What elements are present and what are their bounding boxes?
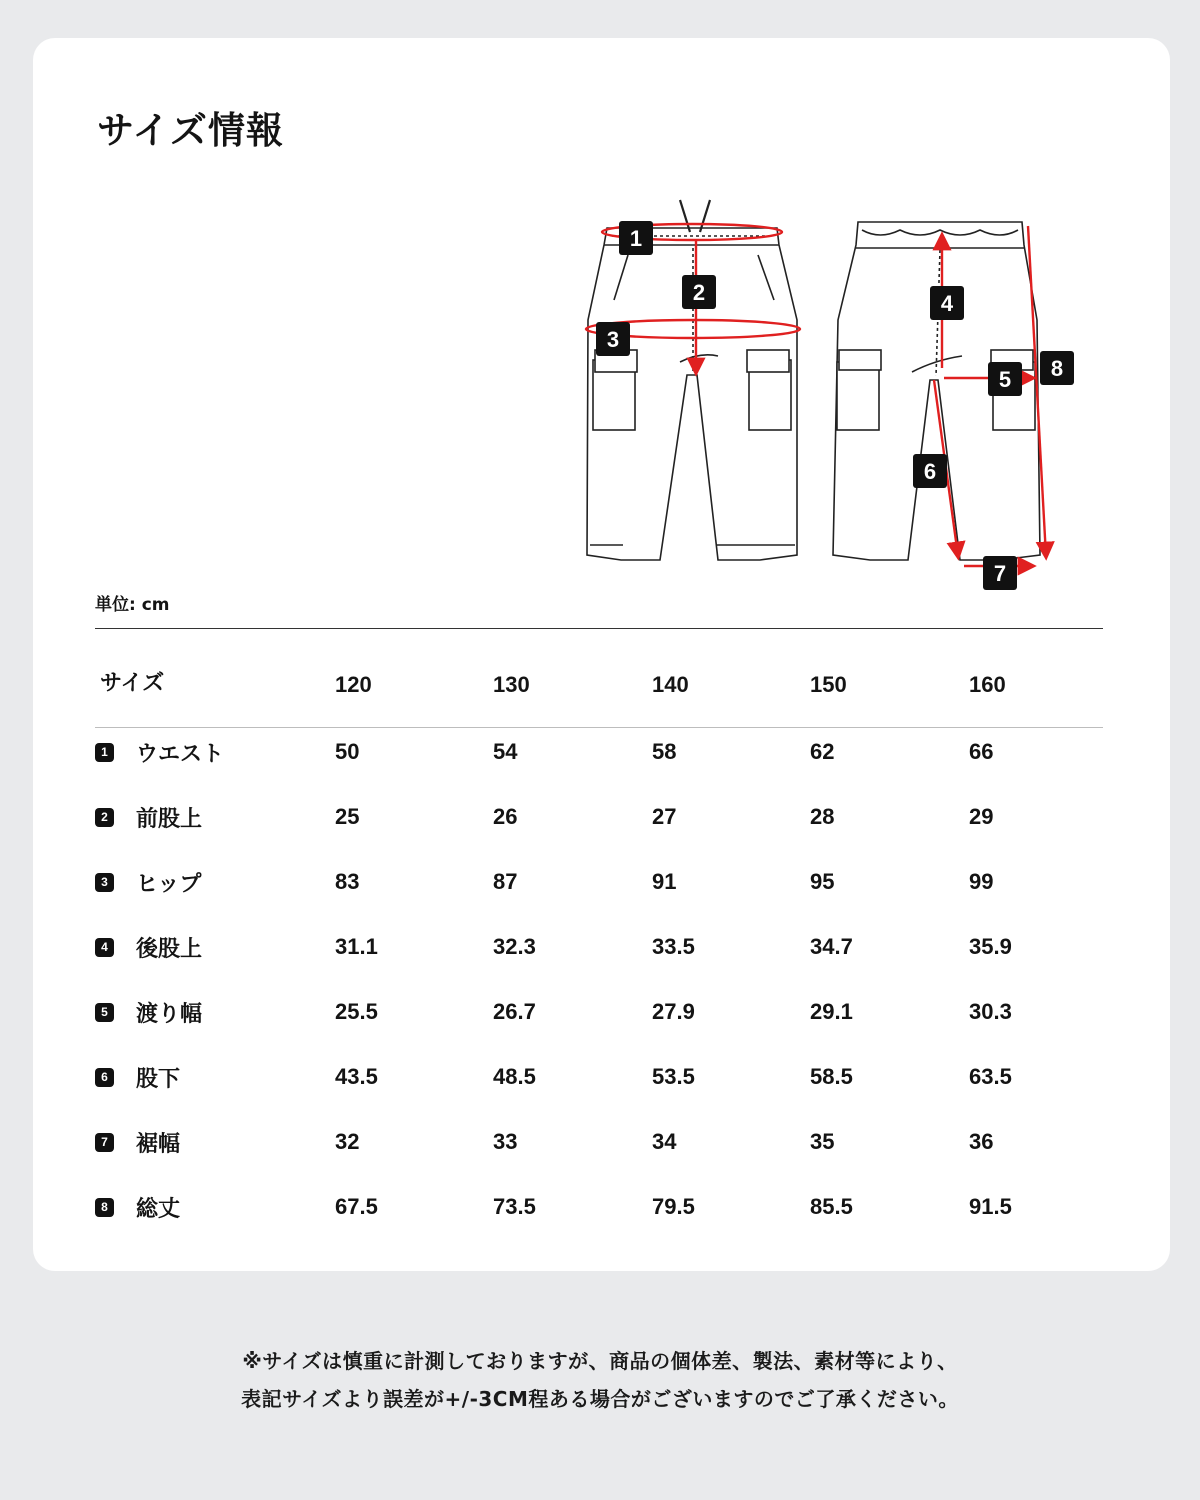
footer-note-line2: 表記サイズより誤差が+/-3CM程ある場合がございますのでご了承ください。 bbox=[241, 1387, 959, 1411]
table-cell: 91 bbox=[652, 869, 677, 894]
table-cell: 53.5 bbox=[652, 1064, 695, 1089]
size-header-150: 150 bbox=[810, 672, 847, 697]
table-cell: 27.9 bbox=[652, 999, 695, 1024]
marker-4 bbox=[930, 286, 964, 320]
table-row bbox=[95, 993, 1103, 1058]
table-cell: 58 bbox=[652, 739, 677, 764]
table-cell: 34.7 bbox=[810, 934, 853, 959]
row-label: 股下 bbox=[136, 1067, 181, 1092]
table-cell: 79.5 bbox=[652, 1194, 695, 1219]
table-cell: 50 bbox=[335, 739, 360, 764]
row-number-badge: 7 bbox=[95, 1133, 114, 1152]
table-row bbox=[95, 798, 1103, 863]
table-cell: 26.7 bbox=[493, 999, 536, 1024]
table-cell: 31.1 bbox=[335, 934, 378, 959]
marker-6 bbox=[913, 454, 947, 488]
row-label: 渡り幅 bbox=[136, 1002, 203, 1027]
table-cell: 43.5 bbox=[335, 1064, 378, 1089]
table-row bbox=[95, 1058, 1103, 1123]
table-cell: 66 bbox=[969, 739, 994, 764]
table-cell: 99 bbox=[969, 869, 994, 894]
footer-note-line1: ※サイズは慎重に計測しておりますが、商品の個体差、製法、素材等により、 bbox=[242, 1349, 958, 1373]
table-cell: 95 bbox=[810, 869, 835, 894]
size-header-140: 140 bbox=[652, 672, 689, 697]
table-cell: 32 bbox=[335, 1129, 360, 1154]
table-row bbox=[95, 1123, 1103, 1188]
table-cell: 30.3 bbox=[969, 999, 1012, 1024]
row-number-badge: 1 bbox=[95, 743, 114, 762]
marker-8 bbox=[1040, 351, 1074, 385]
row-label: 後股上 bbox=[136, 937, 203, 962]
table-cell: 85.5 bbox=[810, 1194, 853, 1219]
table-row bbox=[95, 1188, 1103, 1253]
table-cell: 48.5 bbox=[493, 1064, 536, 1089]
marker-1 bbox=[619, 221, 653, 255]
marker-7 bbox=[983, 556, 1017, 590]
table-cell: 63.5 bbox=[969, 1064, 1012, 1089]
page-title: サイズ情報 bbox=[97, 109, 285, 152]
front-pants-drawing bbox=[587, 200, 797, 560]
table-row bbox=[95, 863, 1103, 928]
marker-2 bbox=[682, 275, 716, 309]
table-row bbox=[95, 733, 1103, 798]
table-cell: 25 bbox=[335, 804, 360, 829]
size-header-130: 130 bbox=[493, 672, 530, 697]
marker-5 bbox=[988, 362, 1022, 396]
table-cell: 35.9 bbox=[969, 934, 1012, 959]
size-header-160: 160 bbox=[969, 672, 1006, 697]
row-number-badge: 8 bbox=[95, 1198, 114, 1217]
table-cell: 73.5 bbox=[493, 1194, 536, 1219]
table-cell: 91.5 bbox=[969, 1194, 1012, 1219]
row-number-badge: 5 bbox=[95, 1003, 114, 1022]
row-number-badge: 4 bbox=[95, 938, 114, 957]
table-cell: 28 bbox=[810, 804, 835, 829]
table-cell: 33.5 bbox=[652, 934, 695, 959]
marker-6-label: 6 bbox=[923, 459, 937, 484]
table-cell: 26 bbox=[493, 804, 518, 829]
table-cell: 36 bbox=[969, 1129, 994, 1154]
marker-1-label: 1 bbox=[629, 226, 643, 251]
marker-5-label: 5 bbox=[998, 367, 1012, 392]
table-cell: 35 bbox=[810, 1129, 835, 1154]
size-header-label: サイズ bbox=[100, 671, 165, 696]
table-cell: 33 bbox=[493, 1129, 518, 1154]
table-header-row bbox=[95, 660, 1103, 728]
marker-7-label: 7 bbox=[993, 561, 1007, 586]
size-header-120: 120 bbox=[335, 672, 372, 697]
marker-2-label: 2 bbox=[692, 280, 706, 305]
row-number-badge: 3 bbox=[95, 873, 114, 892]
row-number-badge: 6 bbox=[95, 1068, 114, 1087]
row-number-badge: 2 bbox=[95, 808, 114, 827]
table-cell: 58.5 bbox=[810, 1064, 853, 1089]
marker-3 bbox=[596, 322, 630, 356]
table-cell: 83 bbox=[335, 869, 360, 894]
table-cell: 32.3 bbox=[493, 934, 536, 959]
row-label: 裾幅 bbox=[136, 1132, 181, 1157]
unit-label: 単位: cm bbox=[95, 595, 170, 615]
table-row bbox=[95, 928, 1103, 993]
marker-8-label: 8 bbox=[1050, 356, 1064, 381]
table-cell: 29.1 bbox=[810, 999, 853, 1024]
table-cell: 54 bbox=[493, 739, 518, 764]
table-cell: 87 bbox=[493, 869, 518, 894]
table-cell: 62 bbox=[810, 739, 835, 764]
row-label: ヒップ bbox=[136, 872, 202, 897]
row-label: 総丈 bbox=[136, 1197, 181, 1222]
pants-measurement-diagram bbox=[570, 190, 1090, 600]
table-top-rule bbox=[95, 628, 1103, 629]
row-label: 前股上 bbox=[136, 807, 203, 832]
table-cell: 29 bbox=[969, 804, 994, 829]
marker-4-label: 4 bbox=[940, 291, 954, 316]
table-cell: 67.5 bbox=[335, 1194, 378, 1219]
table-cell: 27 bbox=[652, 804, 677, 829]
table-cell: 34 bbox=[652, 1129, 677, 1154]
row-label: ウエスト bbox=[136, 742, 225, 767]
table-cell: 25.5 bbox=[335, 999, 378, 1024]
marker-3-label: 3 bbox=[606, 327, 620, 352]
